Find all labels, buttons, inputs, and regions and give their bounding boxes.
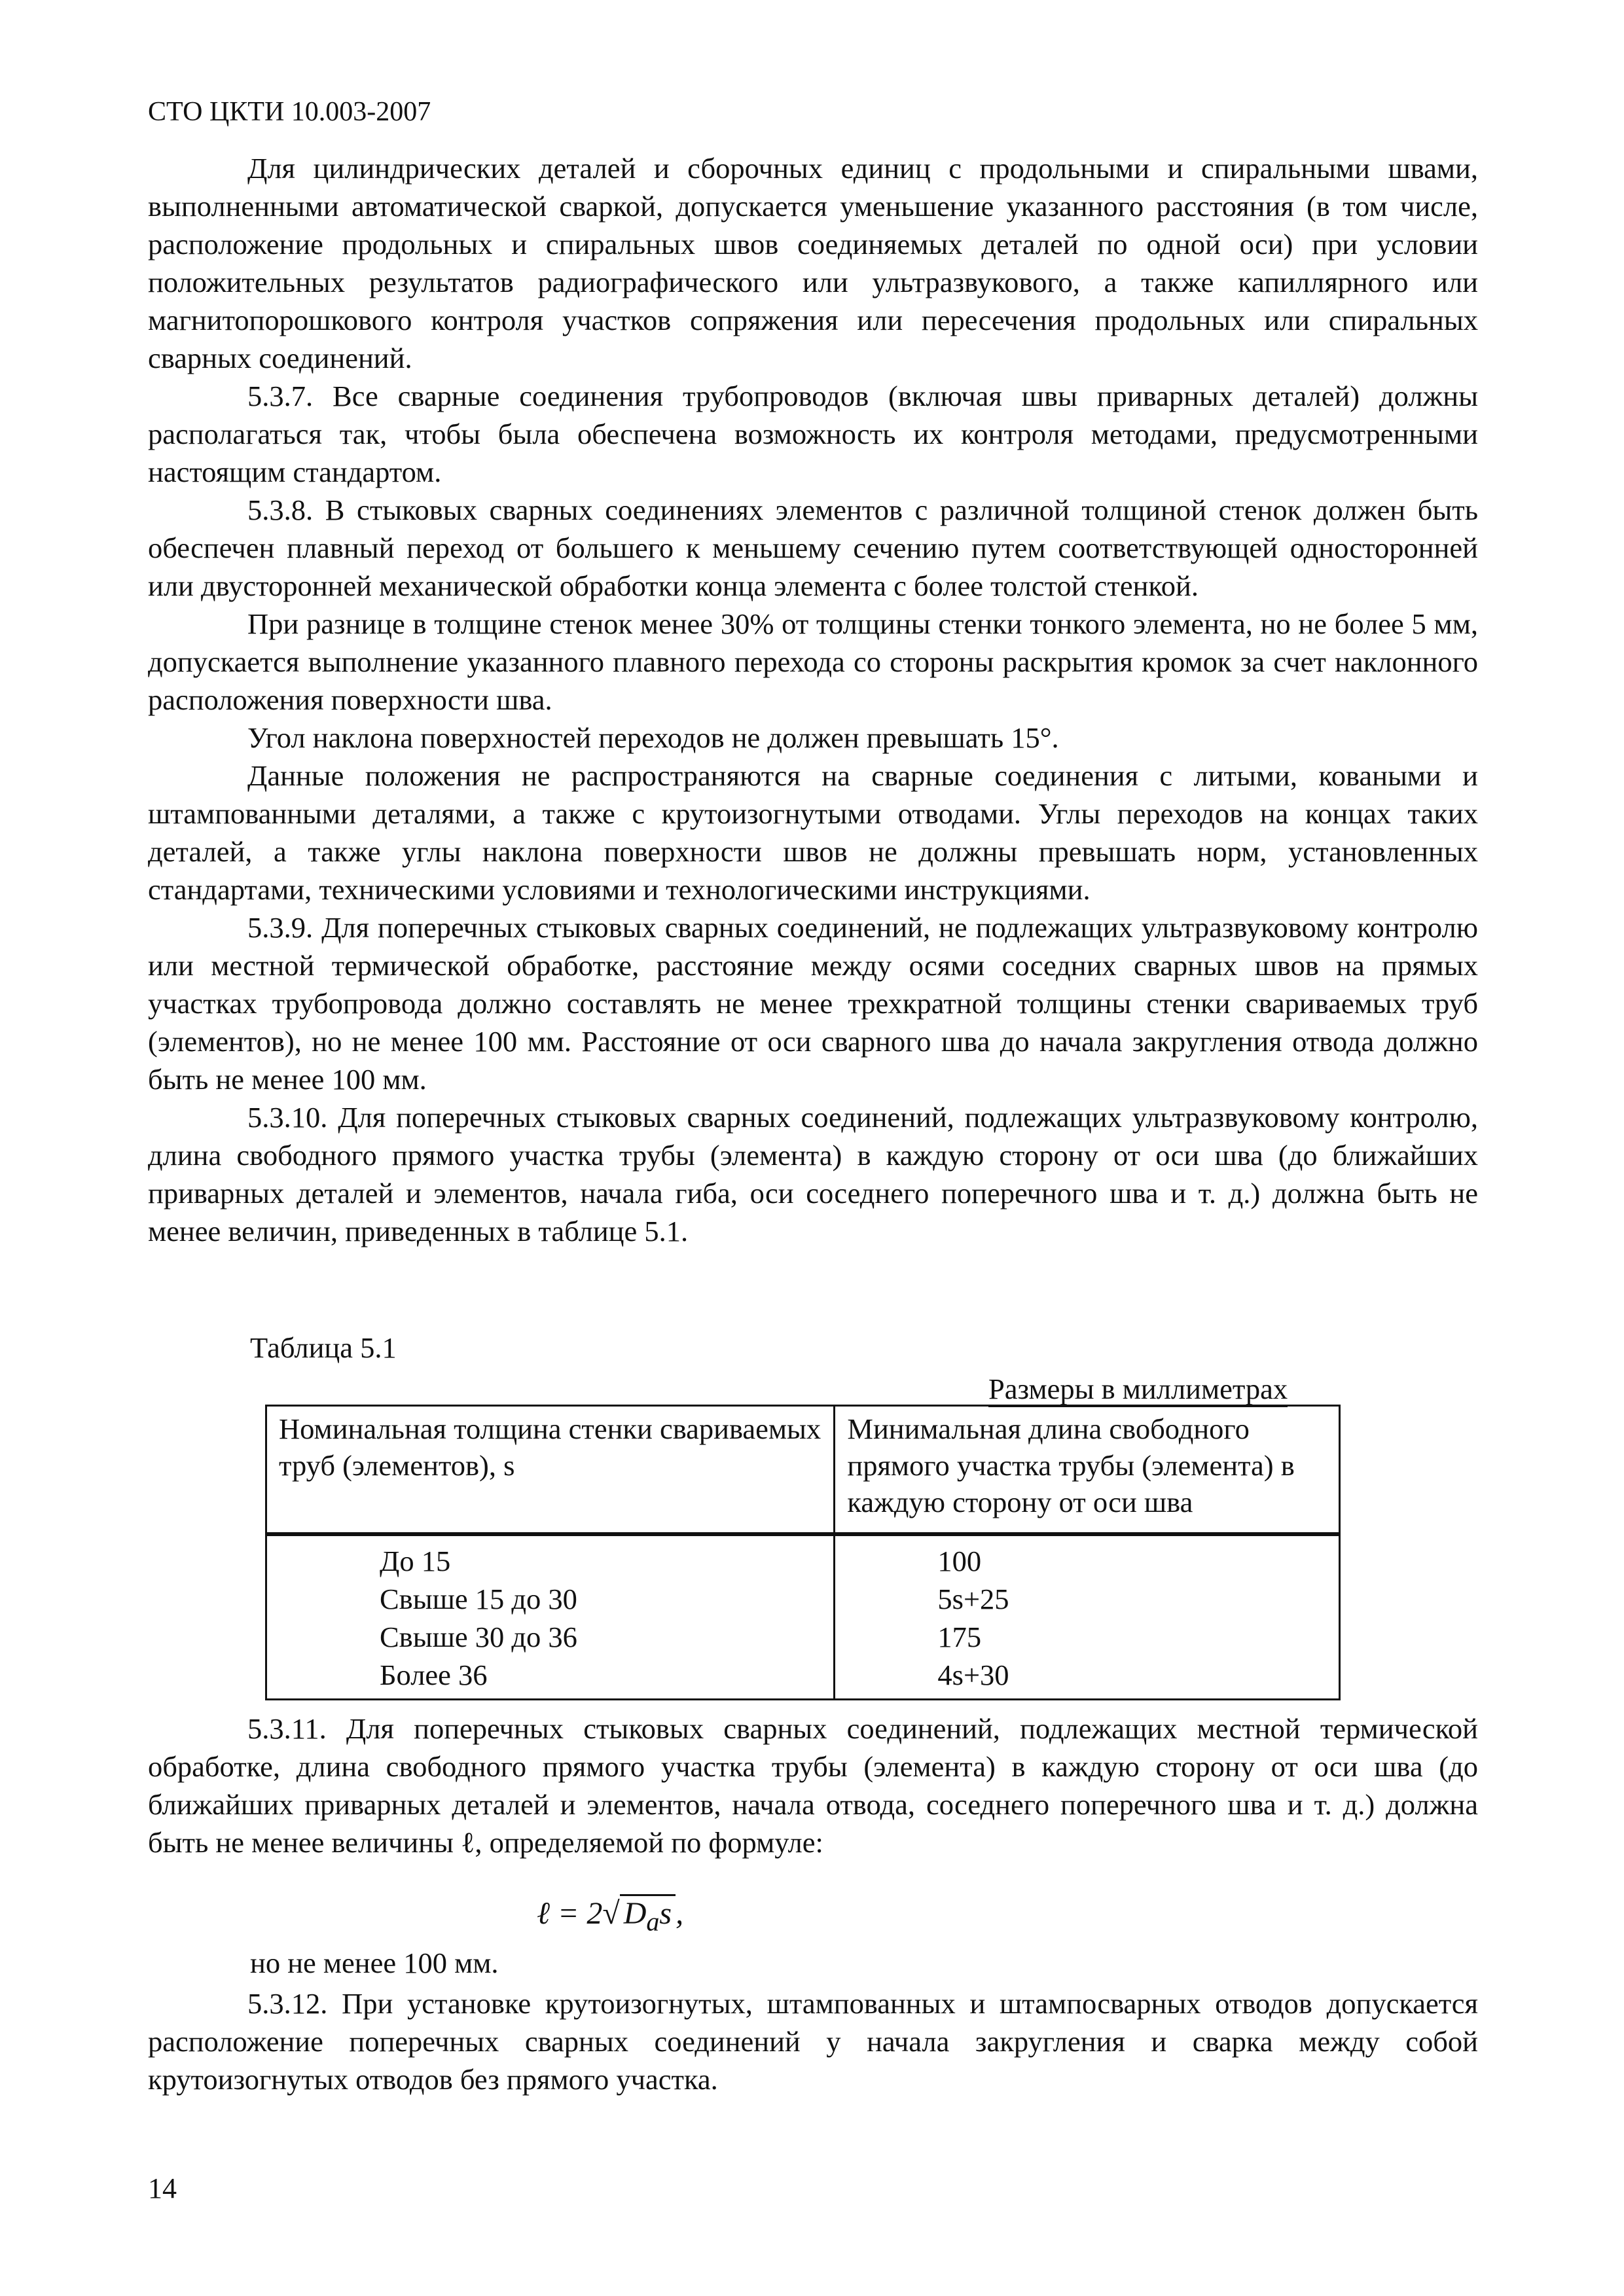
- page-number: 14: [148, 2172, 177, 2204]
- table-header-row: [266, 1406, 1340, 1535]
- formula-radicand: [620, 1894, 676, 1937]
- table-row: [266, 1655, 1340, 1700]
- table-row: [266, 1534, 1340, 1579]
- formula-note: но не менее 100 мм.: [250, 1946, 499, 1979]
- body-text-bottom: [148, 1984, 1478, 2098]
- paragraph-5-3-11: 5.3.11. Для поперечных стыковых сварных соединений, подлежащих местной термической обработке, длина свободного прямого участка трубы (элемента) в каждую сторону от оси шва (до ближайших приварных деталей и элементов, начала отвода, соседнего поперечного шва и т. д.) должна быть не менее величины ℓ, определяемой по формуле:: [148, 1712, 1478, 1859]
- formula-lhs: ℓ = 2: [537, 1896, 603, 1931]
- paragraph-5-3-7: 5.3.7. Все сварные соединения трубопроводов (включая швы приварных деталей) должны располагаться так, чтобы была обеспечена возможность их контроля методами, предусмотренными настоящим стандартом.: [148, 380, 1478, 488]
- table-header-length: Минимальная длина свободного прямого участка трубы (элемента) в каждую сторону от оси шва: [835, 1406, 1340, 1535]
- table-cell-length: 175: [835, 1617, 1340, 1655]
- formula-s: s: [659, 1896, 672, 1931]
- body-text-top: [148, 149, 1478, 1250]
- table-units-note: [988, 1371, 1288, 1407]
- table-cell-thickness: Свыше 30 до 36: [266, 1617, 835, 1655]
- body-text-middle: [148, 1710, 1478, 1861]
- formula-subscript: a: [646, 1907, 660, 1937]
- table-row: [266, 1579, 1340, 1617]
- weld-distance-table: [265, 1405, 1341, 1700]
- table-caption: Таблица 5.1: [250, 1331, 397, 1364]
- paragraph-5-3-8: 5.3.8. В стыковых сварных соединениях элементов с различной толщиной стенок должен быть обеспечен плавный переход от большего к меньшему сечению путем соответствующей односторонней или двусторонней механической обработки конца элемента с более толстой стенкой.: [148, 493, 1478, 602]
- table-cell-thickness: Свыше 15 до 30: [266, 1579, 835, 1617]
- document-code-header: СТО ЦКТИ 10.003-2007: [148, 97, 431, 127]
- formula-trail: ,: [676, 1896, 684, 1931]
- table-cell-thickness: Более 36: [266, 1655, 835, 1700]
- table-units-text: Размеры в миллиметрах: [988, 1372, 1288, 1407]
- table-row: [266, 1617, 1340, 1655]
- table-header-thickness: Номинальная толщина стенки свариваемых труб (элементов), s: [266, 1406, 835, 1535]
- paragraph: При разнице в толщине стенок менее 30% от толщины стенки тонкого элемента, но не более 5 мм, допускается выполнение указанного плавного перехода со стороны раскрытия кромок за счет наклонного расположения поверхности шва.: [148, 607, 1478, 716]
- table-cell-length: 4s+30: [835, 1655, 1340, 1700]
- paragraph-5-3-12: 5.3.12. При установке крутоизогнутых, штампованных и штампосварных отводов допускается расположение поперечных сварных соединений у начала закругления и сварка между собой крутоизогнутых отводов без прямого участка.: [148, 1987, 1478, 2096]
- table-cell-length: 5s+25: [835, 1579, 1340, 1617]
- formula-d: D: [623, 1896, 647, 1931]
- formula: [537, 1894, 683, 1942]
- sqrt-symbol: √: [602, 1896, 620, 1931]
- paragraph-5-3-10: 5.3.10. Для поперечных стыковых сварных соединений, подлежащих ультразвуковому контролю, длина свободного прямого участка трубы (элемента) в каждую сторону от оси шва (до ближайших приварных деталей и элементов, начала гиба, оси соседнего поперечного шва и т. д.) должна быть не менее величин, приведенных в таблице 5.1.: [148, 1101, 1478, 1247]
- paragraph: Для цилиндрических деталей и сборочных единиц с продольными и спиральными швами, выполненными автоматической сваркой, допускается уменьшение указанного расстояния (в том числе, расположение продольных и спиральных швов соединяемых деталей по одной оси) при условии положительных результатов радиографического или ультразвукового, а также капиллярного или магнитопорошкового контроля участков сопряжения или пересечения продольных или спиральных сварных соединений.: [148, 152, 1478, 374]
- paragraph-5-3-9: 5.3.9. Для поперечных стыковых сварных соединений, не подлежащих ультразвуковому контролю или местной термической обработке, расстояние между осями соседних сварных швов на прямых участках трубопровода должно составлять не менее трехкратной толщины стенки свариваемых труб (элементов), но не менее 100 мм. Расстояние от оси сварного шва до начала закругления отвода должно быть не менее 100 мм.: [148, 911, 1478, 1096]
- paragraph: Данные положения не распространяются на сварные соединения с литыми, коваными и штампованными деталями, а также с крутоизогнутыми отводами. Углы переходов на концах таких деталей, а также углы наклона поверхности швов не должны превышать норм, установленных стандартами, техническими условиями и технологическими инструкциями.: [148, 759, 1478, 906]
- paragraph: Угол наклона поверхностей переходов не должен превышать 15°.: [247, 721, 1059, 754]
- table-cell-length: 100: [835, 1534, 1340, 1579]
- table-cell-thickness: До 15: [266, 1534, 835, 1579]
